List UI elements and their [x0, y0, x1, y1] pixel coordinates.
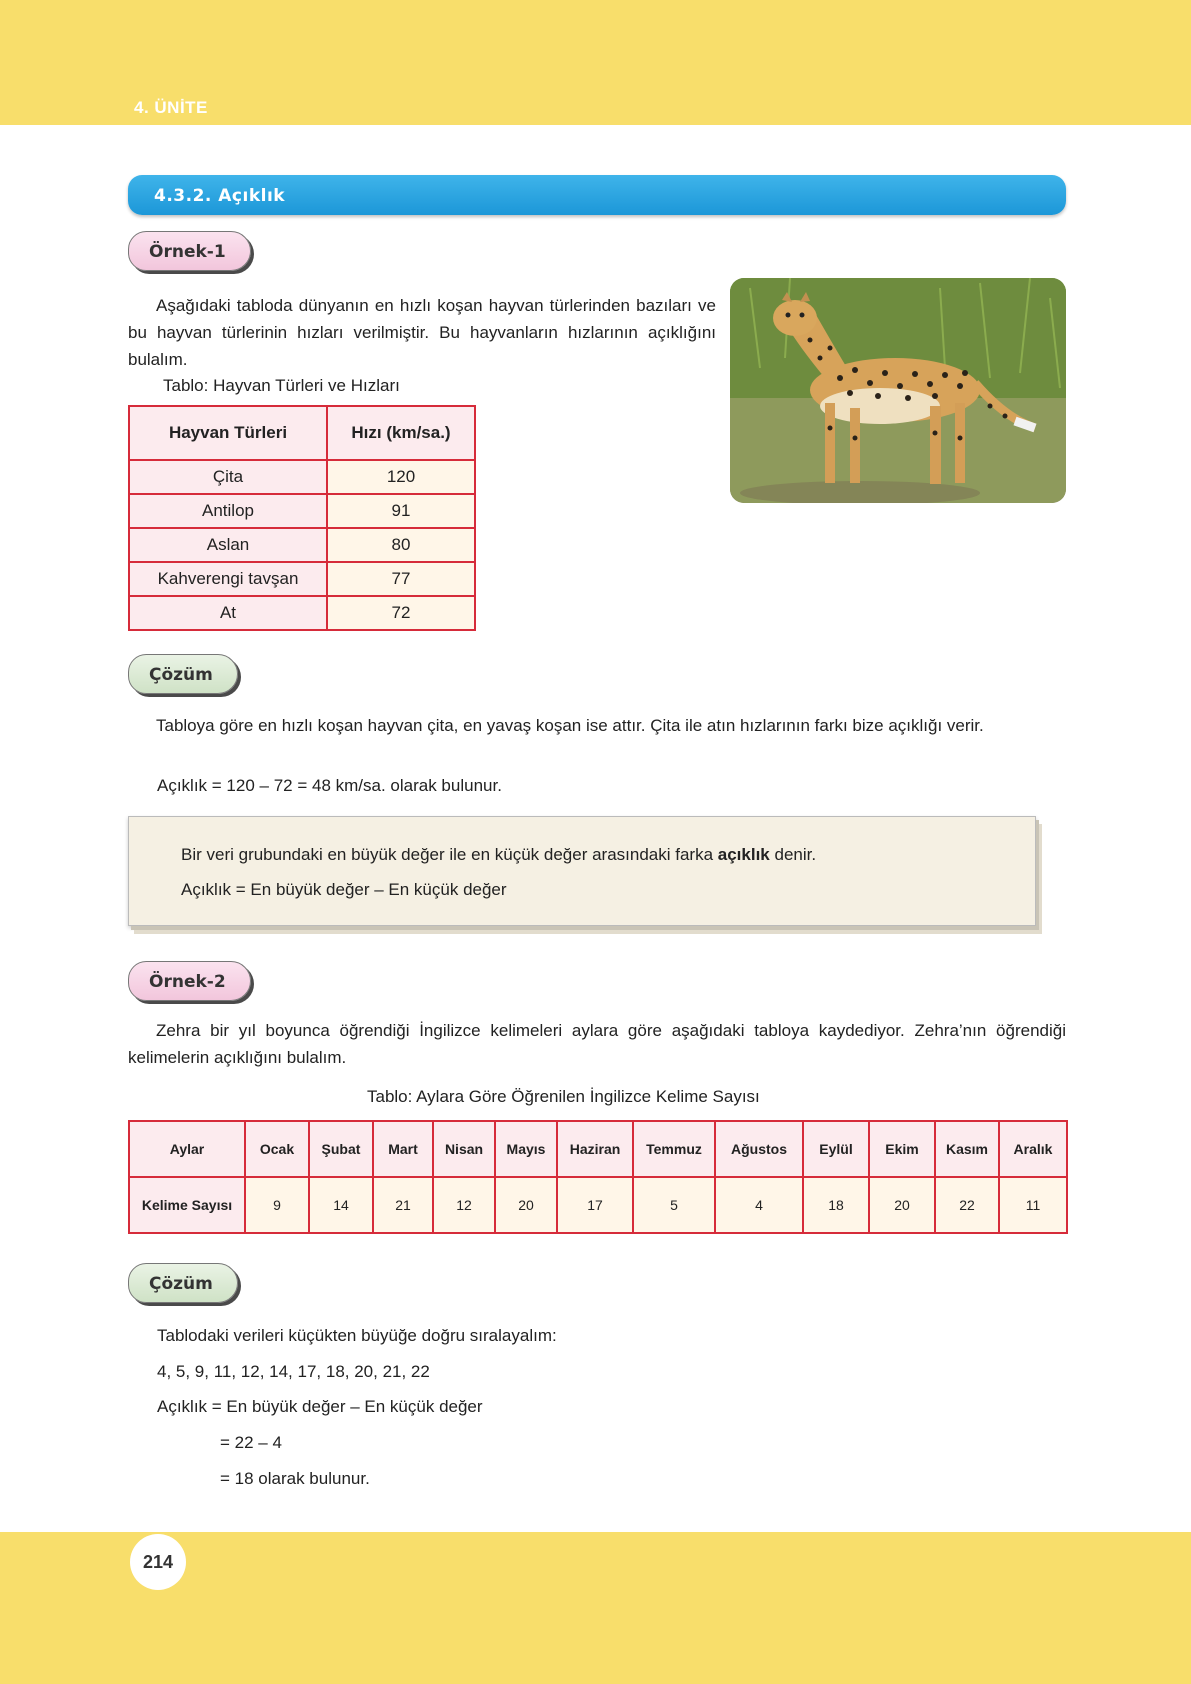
example1-text: Aşağıdaki tabloda dünyanın en hızlı koşan hayvan türlerinden bazıları ve bu hayvan türlerinin hızları verilmiştir. Bu hayvanların hızlarının açıklığını bulalım. [128, 296, 716, 369]
table-row-counts [129, 1177, 1067, 1233]
count-cell: 22 [935, 1177, 999, 1233]
month-cell: Mart [373, 1121, 433, 1177]
solution2-line1: Tablodaki verileri küçükten büyüğe doğru sıralayalım: [157, 1326, 557, 1345]
count-cell: 20 [495, 1177, 557, 1233]
animal-name: Kahverengi tavşan [129, 562, 327, 596]
example1-label: Örnek-1 [128, 231, 251, 271]
definition-post: denir. [769, 845, 817, 864]
count-cell: 4 [715, 1177, 803, 1233]
solution1-text: Tabloya göre en hızlı koşan hayvan çita, en yavaş koşan ise attır. Çita ile atın hızlarının farkı bize açıklığı verir. [156, 716, 984, 735]
animal-name: Antilop [129, 494, 327, 528]
cheetah-illustration [730, 278, 1066, 503]
cheetah-photo [730, 278, 1066, 503]
page-number: 214 [130, 1534, 186, 1590]
speed-header: Hızı (km/sa.) [327, 406, 475, 460]
count-cell: 14 [309, 1177, 373, 1233]
definition-box [128, 816, 1036, 926]
month-cell: Şubat [309, 1121, 373, 1177]
count-cell: 12 [433, 1177, 495, 1233]
unit-label: 4. ÜNİTE [134, 98, 208, 117]
example2-table-caption: Tablo: Aylara Göre Öğrenilen İngilizce Kelime Sayısı [367, 1087, 760, 1106]
counts-head: Kelime Sayısı [129, 1177, 245, 1233]
animal-speed: 72 [327, 596, 475, 630]
animal-name: Çita [129, 460, 327, 494]
month-cell: Mayıs [495, 1121, 557, 1177]
count-cell: 21 [373, 1177, 433, 1233]
solution1-result: Açıklık = 120 – 72 = 48 km/sa. olarak bulunur. [157, 776, 502, 795]
animal-speed-table [128, 405, 476, 631]
animal-speed: 80 [327, 528, 475, 562]
section-title: 4.3.2. Açıklık [154, 186, 286, 206]
month-cell: Eylül [803, 1121, 869, 1177]
month-cell: Ocak [245, 1121, 309, 1177]
month-cell: Kasım [935, 1121, 999, 1177]
count-cell: 18 [803, 1177, 869, 1233]
table-row [129, 460, 475, 494]
months-head: Aylar [129, 1121, 245, 1177]
animal-speed: 120 [327, 460, 475, 494]
table-row [129, 528, 475, 562]
solution2-line2: 4, 5, 9, 11, 12, 14, 17, 18, 20, 21, 22 [157, 1362, 430, 1381]
animal-speed: 91 [327, 494, 475, 528]
month-cell: Aralık [999, 1121, 1067, 1177]
month-cell: Nisan [433, 1121, 495, 1177]
solution2-line4: = 22 – 4 [220, 1433, 282, 1452]
month-cell: Temmuz [633, 1121, 715, 1177]
example1-table-caption: Tablo: Hayvan Türleri ve Hızları [163, 376, 400, 395]
animal-name: Aslan [129, 528, 327, 562]
count-cell: 11 [999, 1177, 1067, 1233]
solution1-label: Çözüm [128, 654, 238, 694]
month-cell: Ağustos [715, 1121, 803, 1177]
table-row [129, 562, 475, 596]
month-cell: Ekim [869, 1121, 935, 1177]
count-cell: 20 [869, 1177, 935, 1233]
definition-term: açıklık [717, 845, 770, 864]
definition-line2: Açıklık = En büyük değer – En küçük değer [181, 880, 507, 899]
table-row-months [129, 1121, 1067, 1177]
table-row [129, 596, 475, 630]
animal-speed: 77 [327, 562, 475, 596]
count-cell: 9 [245, 1177, 309, 1233]
month-cell: Haziran [557, 1121, 633, 1177]
example2-label: Örnek-2 [128, 961, 251, 1001]
section-bar [128, 175, 1066, 215]
count-cell: 5 [633, 1177, 715, 1233]
example2-text: Zehra bir yıl boyunca öğrendiği İngilizce kelimeleri aylara göre aşağıdaki tabloya kaydediyor. Zehra’nın öğrendiği kelimelerin açıklığını bulalım. [128, 1021, 1066, 1067]
animal-header: Hayvan Türleri [129, 406, 327, 460]
solution2-label: Çözüm [128, 1263, 238, 1303]
animal-name: At [129, 596, 327, 630]
definition-line1 [181, 845, 816, 865]
table-row [129, 494, 475, 528]
solution2-line3: Açıklık = En büyük değer – En küçük değer [157, 1397, 483, 1416]
count-cell: 17 [557, 1177, 633, 1233]
words-per-month-table [128, 1120, 1068, 1234]
solution2-line5: = 18 olarak bulunur. [220, 1469, 370, 1488]
definition-pre: Bir veri grubundaki en büyük değer ile en küçük değer arasındaki farka [181, 845, 718, 864]
